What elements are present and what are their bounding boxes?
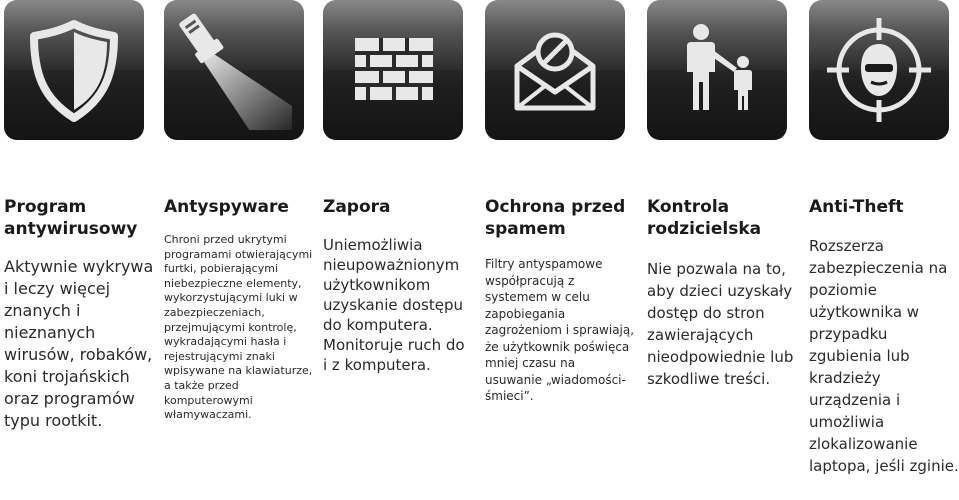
parent-child-icon [657,10,777,130]
feature-title: Program antywirusowy [4,197,138,239]
shield-icon [14,10,134,130]
feature-title: Kontrola rodzicielska [647,197,762,239]
feature-title: Anti-Theft [809,197,904,217]
firewall-icon [333,10,453,130]
feature-title: Antyspyware [164,197,289,217]
feature-description: Uniemożliwia nieupoważnionym użytkownikom uzyskanie dostępu do komputera. Monitoruje ruch do i z komputera. [323,236,465,374]
feature-firewall [323,0,473,374]
flashlight-icon [174,10,294,130]
feature-tile [323,0,463,140]
feature-tile [164,0,304,140]
feature-tile [809,0,949,140]
feature-tile [485,0,625,140]
feature-description: Filtry antyspamowe współpracują z systemem w celu zapobiegania zagrożeniom i sprawiają, że użytkownik poświęca mniej czasu na usuwanie „wiadomości-śmieci”. [485,257,635,403]
feature-description: Rozszerza zabezpieczenia na poziomie użytkownika w przypadku zgubienia lub kradzieży urządzenia i umożliwia zlokalizowanie laptopa, jeśli zginie. [809,237,959,475]
thief-target-icon [819,10,939,130]
feature-tile [647,0,787,140]
feature-parental-control [647,0,797,388]
feature-tile [4,0,144,140]
feature-anti-theft [809,0,959,475]
feature-description: Aktywnie wykrywa i leczy więcej znanych i nieznanych wirusów, robaków, koni trojańskich oraz programów typu rootkit. [4,257,154,430]
feature-title: Zapora [323,197,391,217]
feature-antispam [485,0,635,403]
feature-description: Nie pozwala na to, aby dzieci uzyskały dostęp do stron zawierających nieodpowiednie lub szkodliwe treści. [647,260,794,388]
feature-antispyware [164,0,314,422]
blocked-mail-icon [495,10,615,130]
feature-antivirus [4,0,154,430]
feature-description: Chroni przed ukrytymi programami otwierającymi furtki, pobierającymi niebezpieczne elementy, wykorzystującymi luki w zabezpieczeniach, przejmującymi kontrolę, wykradającymi hasła i rejestrującymi znaki wpisywane na klawiaturze, a także przed komputerowymi włamywaczami. [164,233,313,422]
feature-title: Ochrona przed spamem [485,197,626,239]
